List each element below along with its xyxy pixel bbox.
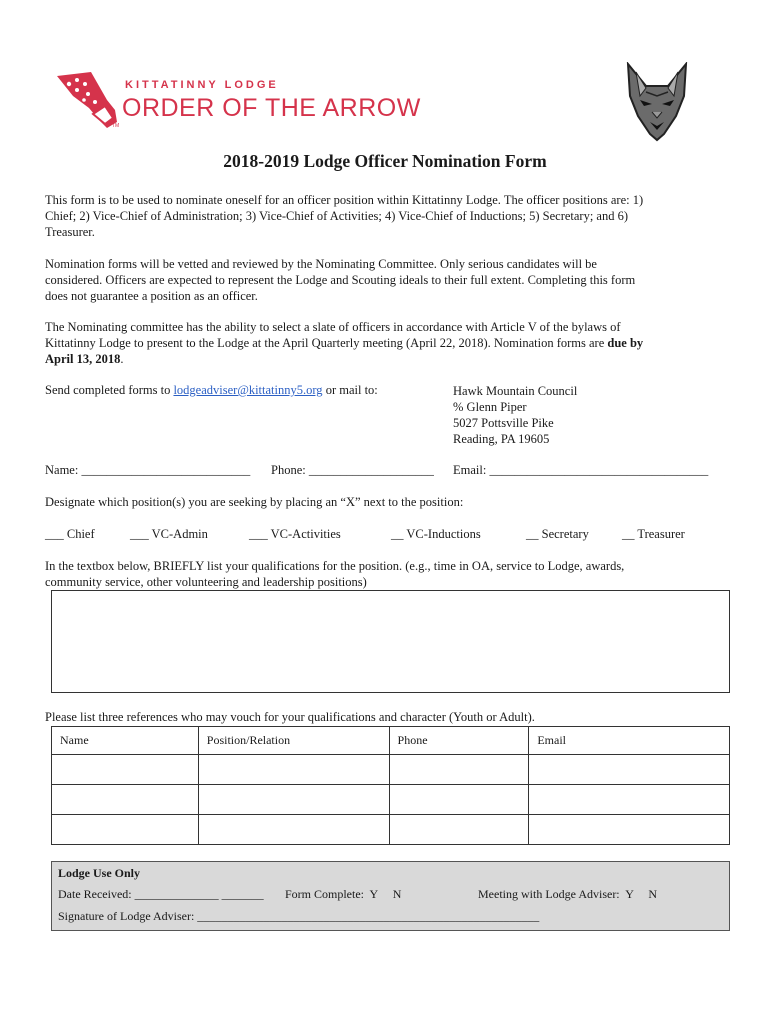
vetting-paragraph [45,256,745,304]
vetting-line-2: considered. Officers are expected to represent the Lodge and Scouting ideals to their full extent. Completing this form [45,273,636,287]
table-cell[interactable] [52,755,199,785]
qualifications-line-1: In the textbox below, BRIEFLY list your qualifications for the position. (e.g., time in OA, service to Lodge, awards, [45,559,625,573]
intro-line-3: Treasurer. [45,225,95,239]
address-line-1: Hawk Mountain Council [453,384,578,398]
table-cell[interactable] [529,815,730,845]
position-vc-inductions[interactable]: __ VC-Inductions [391,527,481,541]
table-cell[interactable] [198,815,389,845]
trademark: TM [112,123,120,129]
intro-line-2: Chief; 2) Vice-Chief of Administration; 3) Vice-Chief of Activities; 4) Vice-Chief of Inductions; 5) Secretary; and 6) [45,209,629,223]
name-field[interactable]: Name: ___________________________ [45,463,251,477]
table-row [52,815,730,845]
committee-line-1: The Nominating committee has the ability to select a slate of officers in accordance with Article V of the bylaws of [45,320,621,334]
vetting-line-3: does not guarantee a position as an officer. [45,289,258,303]
signature-field[interactable]: Signature of Lodge Adviser: _________________________________________________________ [58,909,540,923]
table-cell[interactable] [389,755,529,785]
table-row [52,755,730,785]
table-cell[interactable] [529,785,730,815]
position-vc-activities[interactable]: ___ VC-Activities [249,527,341,541]
table-cell[interactable] [52,785,199,815]
phone-field[interactable]: Phone: ____________________ [271,463,434,477]
email-field[interactable]: Email: ___________________________________ [453,463,709,477]
table-cell[interactable] [198,755,389,785]
intro-paragraph [45,192,745,240]
send-suffix: or mail to: [322,383,378,397]
header-name: Name [52,727,199,755]
committee-paragraph [45,319,745,367]
lodge-use-title: Lodge Use Only [58,866,141,880]
table-cell[interactable] [389,815,529,845]
address-line-3: 5027 Pottsville Pike [453,416,554,430]
org-name: ORDER OF THE ARROW [122,94,421,122]
email-link[interactable]: lodgeadviser@kittatinny5.org [173,383,323,397]
mailing-address [453,383,577,447]
committee-line-2-text: Kittatinny Lodge to present to the Lodge at the April Quarterly meeting (April 22, 2018). Nomination forms are [45,336,608,350]
position-secretary[interactable]: __ Secretary [526,527,589,541]
header-phone: Phone [389,727,529,755]
period: . [120,352,124,366]
references-instruction: Please list three references who may vouch for your qualifications and character (Youth or Adult). [45,710,535,724]
qualifications-textbox[interactable] [51,590,730,693]
position-vc-admin[interactable]: ___ VC-Admin [130,527,208,541]
send-instruction [45,383,378,398]
wolf-head-icon [624,62,690,142]
table-header-row [52,727,730,755]
table-row [52,785,730,815]
due-date-text: April 13, 2018 [45,352,121,366]
header-position: Position/Relation [198,727,389,755]
references-table [51,726,730,845]
send-prefix: Send completed forms to [45,383,174,397]
qualifications-instruction [45,558,745,590]
due-by-text: due by [607,336,644,350]
table-cell[interactable] [52,815,199,845]
table-cell[interactable] [389,785,529,815]
position-treasurer[interactable]: __ Treasurer [622,527,685,541]
committee-line-3 [45,351,745,367]
table-cell[interactable] [198,785,389,815]
vetting-line-1: Nomination forms will be vetted and reviewed by the Nominating Committee. Only serious candidates will be [45,257,597,271]
committee-line-2 [45,335,745,351]
address-line-2: % Glenn Piper [453,400,527,414]
meeting-field[interactable]: Meeting with Lodge Adviser: Y N [478,887,658,901]
date-received-field[interactable]: Date Received: ______________ _______ [58,887,264,901]
address-line-4: Reading, PA 19605 [453,432,550,446]
form-complete-field[interactable]: Form Complete: Y N [285,887,402,901]
intro-line-1: This form is to be used to nominate oneself for an officer position within Kittatinny Lodge. The officer positions are: 1) [45,193,644,207]
table-cell[interactable] [529,755,730,785]
lodge-use-box [51,861,730,931]
header-email: Email [529,727,730,755]
positions-instruction: Designate which position(s) you are seeking by placing an “X” next to the position: [45,495,464,509]
qualifications-line-2: community service, other volunteering and leadership positions) [45,575,367,589]
lodge-name: KITTATINNY LODGE [125,79,279,91]
position-chief[interactable]: ___ Chief [45,527,95,541]
page-title: 2018-2019 Lodge Officer Nomination Form [223,151,547,171]
